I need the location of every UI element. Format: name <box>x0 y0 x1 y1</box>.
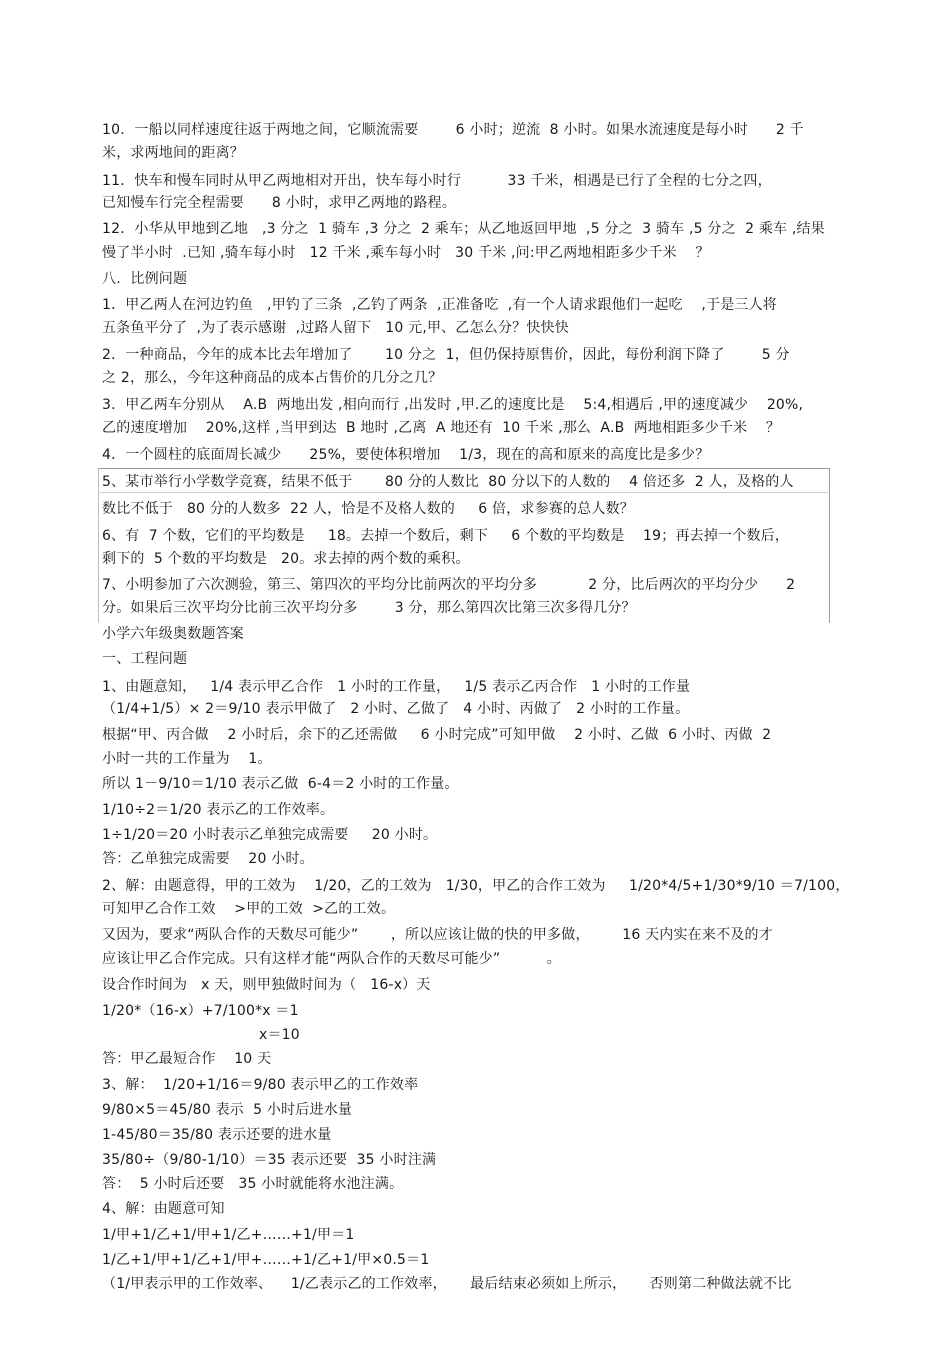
text-line: 答：乙单独完成需要 20 小时。 <box>102 851 314 867</box>
text-line: 所以 1－9/10＝1/10 表示乙做 6-4＝2 小时的工作量。 <box>102 776 459 792</box>
text-line: 10．一船以同样速度往返于两地之间，它顺流需要 6 小时；逆流 8 小时。如果水流速度是每小时 2 千 <box>102 122 804 138</box>
text-line: 2、解：由题意得，甲的工效为 1/20，乙的工效为 1/30，甲乙的合作工效为 1/20*4/5+1/30*9/10 ＝7/100， <box>102 878 850 894</box>
section-heading: 八．比例问题 <box>102 271 188 287</box>
text-line: 根据“甲、丙合做 2 小时后，余下的乙还需做 6 小时完成”可知甲做 2 小时、乙做 6 小时、丙做 2 <box>102 727 772 743</box>
text-line: 4．一个圆柱的底面周长减少 25%，要使体积增加 1/3，现在的高和原来的高度比是多少？ <box>102 447 710 463</box>
text-line: 乙的速度增加 20%,这样 ,当甲到达 B 地时 ,乙离 A 地还有 10 千米 ,那么 A.B 两地相距多少千米 ？ <box>102 420 781 436</box>
text-line: 小时一共的工作量为 1。 <box>102 751 272 767</box>
section-heading: 一、工程问题 <box>102 651 188 667</box>
text-line: 慢了半小时 .已知 ,骑车每小时 12 千米 ,乘车每小时 30 千米 ,问:甲乙两地相距多少千米 ？ <box>102 245 710 261</box>
highlight-box-divider <box>98 492 828 493</box>
text-line: 2．一种商品，今年的成本比去年增加了 10 分之 1，但仍保持原售价，因此，每份利润下降了 5 分 <box>102 347 790 363</box>
text-line: 1、由题意知， 1/4 表示甲乙合作 1 小时的工作量， 1/5 表示乙丙合作 1 小时的工作量 <box>102 679 691 695</box>
text-line: 分。如果后三次平均分比前三次平均分多 3 分，那么第四次比第三次多得几分？ <box>102 600 636 616</box>
text-line: 1．甲乙两人在河边钓鱼 ,甲钓了三条 ,乙钓了两条 ,正准备吃 ,有一个人请求跟他们一起吃 ,于是三人将 <box>102 297 778 313</box>
equation-line: 1/20*（16-x）+7/100*x ＝1 <box>102 1003 299 1019</box>
text-line: 五条鱼平分了 ,为了表示感谢 ,过路人留下 10 元,甲、乙怎么分？快快快 <box>102 320 569 336</box>
answers-title: 小学六年级奥数题答案 <box>102 626 244 642</box>
text-line: 剩下的 5 个数的平均数是 20。求去掉的两个数的乘积。 <box>102 551 470 567</box>
text-line: 11．快车和慢车同时从甲乙两地相对开出，快车每小时行 33 千米，相遇是已行了全程的七分之四， <box>102 173 772 189</box>
text-line: 35/80÷（9/80-1/10）＝35 表示还要 35 小时注满 <box>102 1152 437 1168</box>
text-line: 6、有 7 个数，它们的平均数是 18。去掉一个数后，剩下 6 个数的平均数是 19；再去掉一个数后， <box>102 528 790 544</box>
text-line: 又因为，要求“两队合作的天数尽可能少” ，所以应该让做的快的甲多做， 16 天内实在来不及的才 <box>102 927 773 943</box>
text-line: （1/甲表示甲的工作效率、 1/乙表示乙的工作效率， 最后结束必须如上所示， 否则第二种做法就不比 <box>102 1276 792 1292</box>
text-line: 米，求两地间的距离？ <box>102 145 244 161</box>
equation-line: 1/甲+1/乙+1/甲+1/乙+……+1/甲＝1 <box>102 1227 355 1243</box>
text-line: 4、解：由题意可知 <box>102 1201 225 1217</box>
text-line: 之 2，那么，今年这种商品的成本占售价的几分之几？ <box>102 370 443 386</box>
text-line: （1/4+1/5）× 2＝9/10 表示甲做了 2 小时、乙做了 4 小时、丙做了 2 小时的工作量。 <box>102 701 690 717</box>
text-line: 1/10÷2＝1/20 表示乙的工作效率。 <box>102 802 335 818</box>
equation-line: x＝10 <box>259 1027 300 1043</box>
text-line: 答：甲乙最短合作 10 天 <box>102 1051 272 1067</box>
text-line: 1÷1/20＝20 小时表示乙单独完成需要 20 小时。 <box>102 827 438 843</box>
text-line: 9/80×5＝45/80 表示 5 小时后进水量 <box>102 1102 353 1118</box>
text-line: 可知甲乙合作工效 >甲的工效 >乙的工效。 <box>102 901 396 917</box>
text-line: 3、解： 1/20+1/16＝9/80 表示甲乙的工作效率 <box>102 1077 419 1093</box>
text-line: 答： 5 小时后还要 35 小时就能将水池注满。 <box>102 1176 404 1192</box>
text-line: 已知慢车行完全程需要 8 小时，求甲乙两地的路程。 <box>102 195 457 211</box>
text-line: 数比不低于 80 分的人数多 22 人，恰是不及格人数的 6 倍，求参赛的总人数？ <box>102 501 634 517</box>
text-line: 设合作时间为 x 天，则甲独做时间为（ 16-x）天 <box>102 977 431 993</box>
equation-line: 1/乙+1/甲+1/乙+1/甲+……+1/乙+1/甲×0.5＝1 <box>102 1252 430 1268</box>
text-line: 12．小华从甲地到乙地 ,3 分之 1 骑车 ,3 分之 2 乘车；从乙地返回甲地 ,5 分之 3 骑车 ,5 分之 2 乘车 ,结果 <box>102 221 825 237</box>
text-line: 1-45/80＝35/80 表示还要的进水量 <box>102 1127 332 1143</box>
text-line: 5、某市举行小学数学竞赛，结果不低于 80 分的人数比 80 分以下的人数的 4 倍还多 2 人，及格的人 <box>102 474 794 490</box>
text-line: 7、小明参加了六次测验，第三、第四次的平均分比前两次的平均分多 2 分，比后两次的平均分少 2 <box>102 577 796 593</box>
text-line: 3．甲乙两车分别从 A.B 两地出发 ,相向而行 ,出发时 ,甲.乙的速度比是 5:4,相遇后 ,甲的速度减少 20%, <box>102 397 804 413</box>
text-line: 应该让甲乙合作完成。只有这样才能“两队合作的天数尽可能少” 。 <box>102 951 562 967</box>
